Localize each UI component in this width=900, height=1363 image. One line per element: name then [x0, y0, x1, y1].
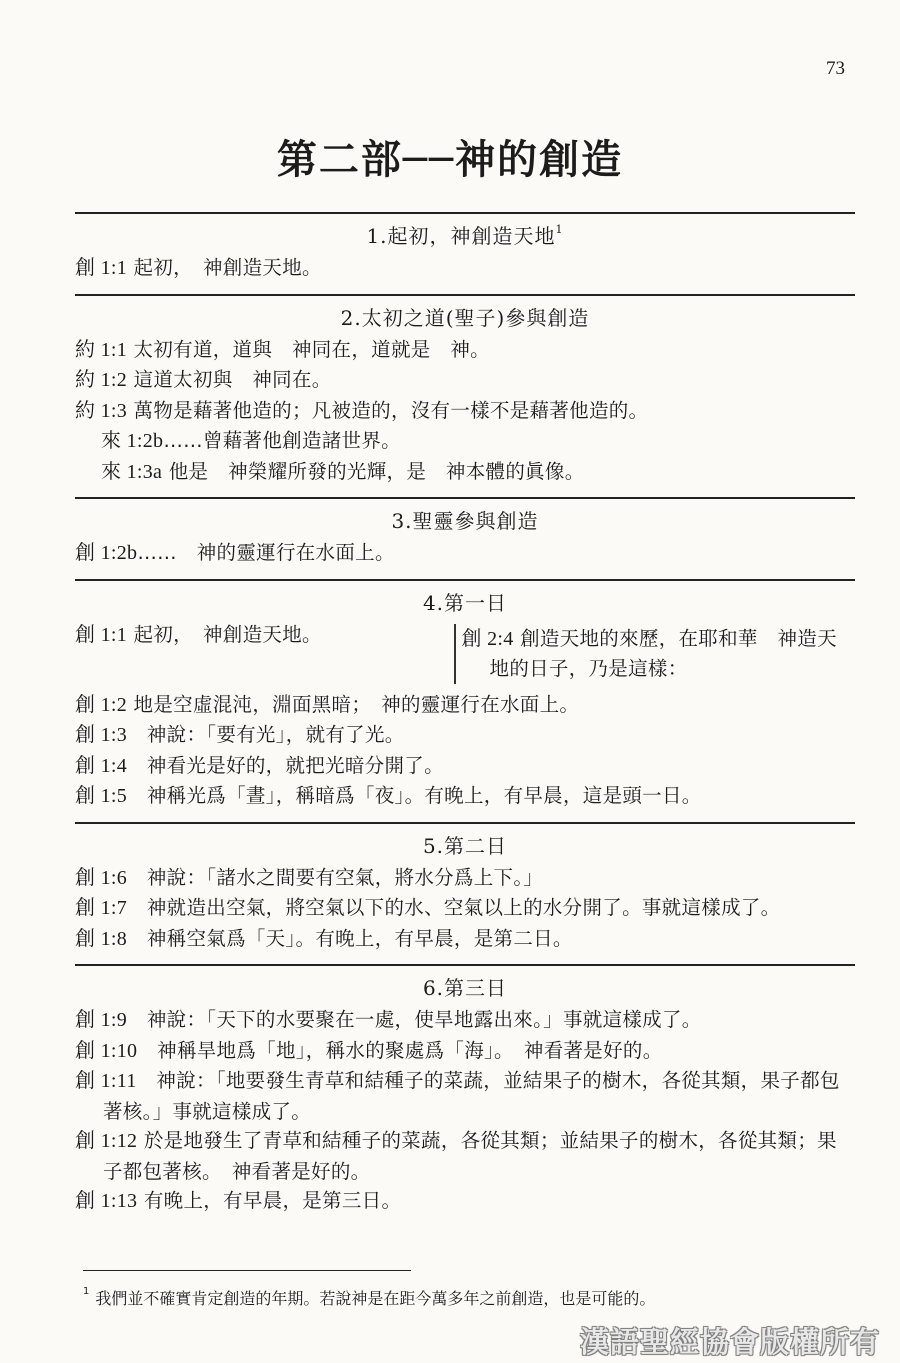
verse [75, 1005, 855, 1036]
verse-ref: 創 1:6 [75, 866, 128, 889]
verse-text: 神稱光爲「晝」，稱暗爲「夜」。有晚上，有早晨，這是頭一日。 [127, 784, 702, 807]
verse [75, 863, 855, 894]
verse-ref: 創 1:11 [75, 1070, 137, 1092]
verse-text: 神說：「地要發生青草和結種子的菜蔬，並結果子的樹木，各從其類，果子都包著核。」事就這樣成了。 [103, 1069, 840, 1123]
section-divider [75, 212, 855, 214]
verse-ref: 創 1:4 [75, 754, 128, 777]
verse-text: …… 神的靈運行在水面上。 [137, 541, 395, 564]
verse [75, 924, 855, 955]
verse-ref: 創 2:4 [461, 627, 514, 650]
section-heading: 1.起初，神創造天地$^1$ [366, 223, 564, 248]
verse-ref: 創 1:12 [75, 1130, 138, 1152]
verse [75, 396, 855, 427]
verse [75, 893, 855, 924]
footnote-marker[interactable]: 1 [555, 223, 564, 236]
footnote [83, 1286, 863, 1309]
verse-ref: 創 1:1 [75, 257, 128, 279]
page-body [75, 212, 855, 1217]
section-3 [75, 497, 855, 579]
verse-ref: 創 1:2 [75, 693, 128, 716]
section-heading: 2.太初之道(聖子)參與創造 [340, 305, 590, 330]
verse [75, 1186, 855, 1217]
verse-text: 神看光是好的，就把光暗分開了。 [127, 753, 444, 777]
section-divider [75, 822, 855, 824]
section-divider [75, 579, 855, 581]
section-divider [75, 964, 855, 966]
verse-ref: 來 1:2b [101, 430, 164, 452]
section-heading: 4.第一日 [422, 590, 508, 615]
verse [75, 1126, 855, 1186]
section-heading: 3.聖靈參與創造 [391, 509, 539, 533]
verse-text: 神說：「天下的水要聚在一處，使旱地露出來。」事就這樣成了。 [127, 1008, 702, 1031]
verse [75, 751, 855, 782]
verse-ref: 約 1:2 [75, 369, 128, 391]
footnote-text: 我們並不確實肯定創造的年期。若說神是在距今萬多年之前創造，也是可能的。 [95, 1289, 656, 1308]
verse-ref: 創 1:8 [75, 927, 128, 950]
verse-text: 太初有道，道與 神同在，道就是 神。 [127, 337, 490, 361]
parallel-passages [75, 620, 855, 690]
section-heading: 6.第三日 [422, 976, 508, 1000]
parallel-left [75, 620, 454, 690]
copyright-watermark: 漢語聖經協會版權所有 [580, 1325, 881, 1359]
verse-text: 他是 神榮耀所發的光輝，是 神本體的眞像。 [162, 459, 585, 483]
verse [75, 365, 855, 396]
verse-text: 萬物是藉著他造的；凡被造的，沒有一樣不是藉著他造的。 [127, 398, 649, 422]
verse-ref: 創 1:5 [75, 785, 128, 807]
verse-ref: 約 1:3 [75, 399, 128, 422]
part-title: 第二部──神的創造 [276, 136, 624, 183]
section-heading: 5.第二日 [422, 833, 508, 858]
verse-text: 神說：「要有光」，就有了光。 [127, 723, 405, 746]
verse-text: 起初， 神創造天地。 [127, 622, 322, 646]
section-4 [75, 579, 855, 822]
verse-text: 於是地發生了青草和結種子的菜蔬，各從其類；並結果子的樹木，各從其類；果子都包著核。 神看著是好的。 [103, 1129, 837, 1183]
verse [75, 1066, 855, 1126]
verse-ref: 創 1:2b [75, 542, 138, 564]
section-6 [75, 964, 855, 1217]
verse [75, 720, 855, 751]
verse [75, 620, 454, 651]
section-1 [75, 212, 855, 294]
verse-text: ……曾藉著他創造諸世界。 [163, 429, 401, 452]
verse-ref: 創 1:7 [75, 897, 128, 919]
section-divider [75, 497, 855, 499]
verse-text: 創造天地的來歷，在耶和華 神造天地的日子，乃是這樣： [489, 626, 837, 680]
footnote-divider [83, 1270, 411, 1271]
verse [75, 538, 855, 569]
page-number: 73 [826, 58, 845, 79]
verse-text: 這道太初與 神同在。 [127, 368, 332, 391]
verse-ref: 來 1:3a [101, 460, 163, 483]
verse-text: 神稱旱地爲「地」，稱水的聚處爲「海」。 神看著是好的。 [137, 1038, 663, 1062]
verse-ref: 創 1:1 [75, 623, 128, 646]
verse-text: 起初， 神創造天地。 [127, 256, 322, 279]
footnote-mark: 1 [83, 1286, 90, 1297]
verse [75, 335, 855, 366]
section-divider [75, 294, 855, 296]
section-2 [75, 294, 855, 498]
verse [75, 1036, 855, 1067]
verse-ref: 創 1:13 [75, 1190, 138, 1212]
verse-text: 神就造出空氣，將空氣以下的水、空氣以上的水分開了。事就這樣成了。 [127, 896, 781, 919]
verse-text: 神說：「諸水之間要有空氣，將水分爲上下。」 [127, 865, 544, 889]
verse [75, 253, 855, 284]
verse-ref: 約 1:1 [75, 338, 128, 361]
verse [75, 457, 855, 488]
verse [75, 426, 855, 457]
verse-text: 神稱空氣爲「天」。有晚上，有早晨，是第二日。 [127, 926, 573, 950]
verse-ref: 創 1:9 [75, 1009, 128, 1031]
parallel-right [454, 624, 855, 684]
verse [75, 781, 855, 812]
verse-ref: 創 1:10 [75, 1039, 138, 1062]
verse-text: 地是空虛混沌，淵面黑暗； 神的靈運行在水面上。 [127, 692, 580, 716]
verse [462, 624, 855, 684]
verse-text: 有晚上，有早晨，是第三日。 [137, 1189, 402, 1212]
verse-ref: 創 1:3 [75, 724, 128, 746]
section-5 [75, 822, 855, 965]
verse [75, 690, 855, 721]
